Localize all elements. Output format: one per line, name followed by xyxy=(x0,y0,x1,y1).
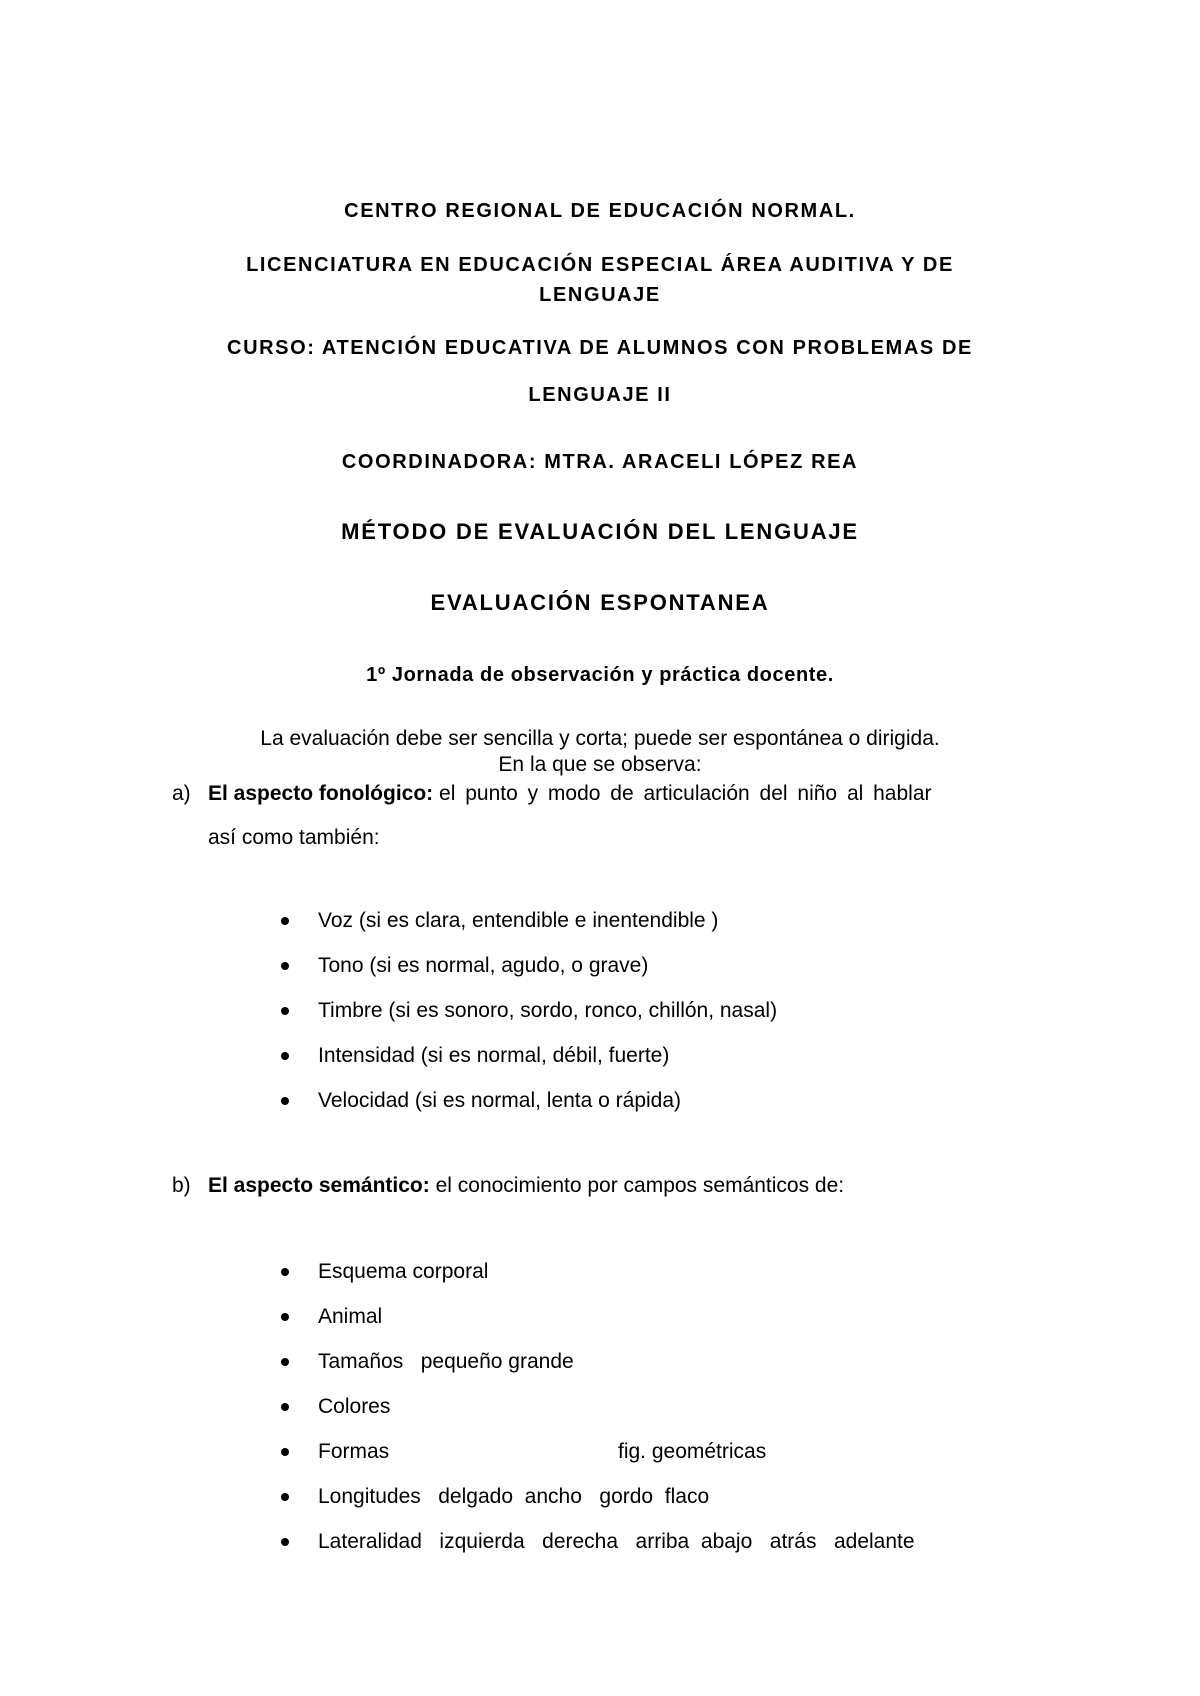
bullet-icon xyxy=(281,1007,289,1015)
section-b-marker: b) xyxy=(172,1174,191,1197)
intro-line1: La evaluación debe ser sencilla y corta; puede ser espontánea o dirigida. xyxy=(260,727,940,750)
degree-heading-line1: LICENCIATURA EN EDUCACIÓN ESPECIAL ÁREA AUDITIVA Y DE xyxy=(246,254,954,276)
bullet-icon xyxy=(281,1097,289,1105)
intro-line2: En la que se observa: xyxy=(498,753,702,776)
list-item: Formas xyxy=(318,1440,390,1463)
bullet-icon xyxy=(281,1358,289,1366)
list-item: Esquema corporal xyxy=(318,1260,489,1283)
list-item: Lateralidad izquierda derecha arriba abajo atrás adelante xyxy=(318,1530,915,1553)
list-item: Tamaños pequeño grande xyxy=(318,1350,574,1373)
bullet-icon xyxy=(281,962,289,970)
section-b-title: El aspecto semántico: xyxy=(208,1174,430,1197)
bullet-icon xyxy=(281,1313,289,1321)
bullet-icon xyxy=(281,1268,289,1276)
course-heading-line2: LENGUAJE II xyxy=(528,384,672,406)
list-item: Tono (si es normal, agudo, o grave) xyxy=(318,954,649,977)
bullet-icon xyxy=(281,1052,289,1060)
bullet-icon xyxy=(281,1403,289,1411)
list-item-extra: fig. geométricas xyxy=(618,1440,767,1463)
section-a-continuation: así como también: xyxy=(208,826,380,849)
evaluation-title: EVALUACIÓN ESPONTANEA xyxy=(430,590,770,615)
section-b-text: el conocimiento por campos semánticos de: xyxy=(435,1174,845,1197)
method-title: MÉTODO DE EVALUACIÓN DEL LENGUAJE xyxy=(341,519,859,544)
bullet-icon xyxy=(281,917,289,925)
coordinator-heading: COORDINADORA: MTRA. ARACELI LÓPEZ REA xyxy=(341,451,859,473)
list-item: Velocidad (si es normal, lenta o rápida) xyxy=(318,1089,682,1112)
list-item: Voz (si es clara, entendible e inentendible ) xyxy=(318,909,719,932)
section-a-marker: a) xyxy=(172,782,191,805)
list-item: Timbre (si es sonoro, sordo, ronco, chillón, nasal) xyxy=(318,999,778,1022)
jornada-heading: 1º Jornada de observación y práctica docente. xyxy=(366,664,834,686)
list-item: Animal xyxy=(318,1305,383,1328)
section-b-paragraph xyxy=(208,1174,844,1198)
list-item: Longitudes delgado ancho gordo flaco xyxy=(318,1485,710,1508)
section-a-paragraph xyxy=(208,782,932,806)
bullet-icon xyxy=(281,1448,289,1456)
bullet-icon xyxy=(281,1493,289,1501)
list-item: Colores xyxy=(318,1395,391,1418)
section-a-title: El aspecto fonológico: xyxy=(208,782,434,805)
bullet-icon xyxy=(281,1538,289,1546)
institution-heading: CENTRO REGIONAL DE EDUCACIÓN NORMAL. xyxy=(344,200,856,222)
course-heading-line1: CURSO: ATENCIÓN EDUCATIVA DE ALUMNOS CON PROBLEMAS DE xyxy=(227,337,973,359)
list-item: Intensidad (si es normal, débil, fuerte) xyxy=(318,1044,670,1067)
section-a-text: el punto y modo de articulación del niño al hablar xyxy=(439,782,932,805)
degree-heading-line2: LENGUAJE xyxy=(539,284,661,306)
